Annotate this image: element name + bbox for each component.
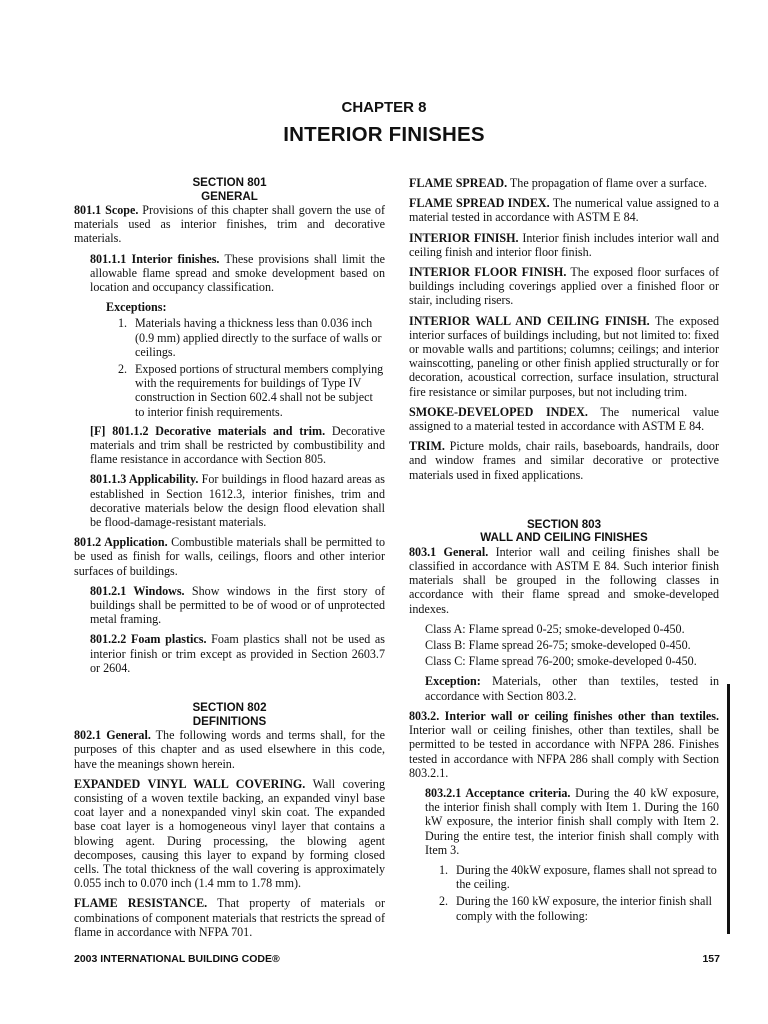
paragraph-heading: 801.1.1 Interior finishes. (90, 251, 220, 266)
definition-text: Picture molds, chair rails, baseboards, handrails, door and window frames and similar decorative or protective materials used in fixed applications. (409, 439, 719, 482)
item-text: During the 160 kW exposure, the interior finish shall comply with the following: (456, 894, 713, 923)
left-column (74, 176, 385, 945)
paragraph-803-1 (409, 545, 719, 616)
paragraph-heading: 802.1 General. (74, 728, 151, 743)
paragraph-text: Foam plastics shall not be used as interior finish or trim except as provided in Section 2603.7 or 2604. (90, 632, 385, 675)
section-number: SECTION 802 (192, 701, 267, 715)
section-name: GENERAL (201, 189, 258, 203)
item-text: Materials having a thickness less than 0.036 inch (0.9 mm) applied directly to the surface of walls or ceilings. (135, 316, 382, 359)
paragraph-801-2 (74, 535, 385, 578)
definition-text: The propagation of flame over a surface. (507, 176, 708, 190)
criteria-item (439, 863, 719, 891)
definition-term: FLAME SPREAD. (409, 176, 508, 190)
definition-term: SMOKE-DEVELOPED INDEX. (409, 404, 588, 419)
definition-term: EXPANDED VINYL WALL COVERING. (74, 776, 306, 791)
exceptions-label: Exceptions: (106, 300, 167, 315)
section-name: WALL AND CEILING FINISHES (480, 531, 648, 545)
item-text: During the 40kW exposure, flames shall not spread to the ceiling. (456, 862, 717, 892)
paragraph-801-1 (74, 203, 385, 246)
paragraph-text: Combustible materials shall be permitted to be used as finish for walls, ceilings, floors and other interior surfaces of buildings. (74, 535, 385, 578)
paragraph-text: These provisions shall limit the allowable flame spread and smoke development based on location and occupancy classification. (90, 251, 385, 295)
item-number: 2. (118, 362, 128, 377)
section-name: DEFINITIONS (192, 714, 267, 728)
paragraph-text: During the 40 kW exposure, the interior finish shall comply with Item 1. During the 160 kW exposure, the interior finish shall comply with Item 2. During the entire test, the interior finish shall comply with Item 3. (425, 785, 719, 857)
section-number: SECTION 803 (526, 517, 602, 531)
paragraph-802-1 (74, 728, 385, 771)
page-number: 157 (702, 953, 720, 965)
paragraph-801-2-2 (90, 632, 385, 675)
revision-bar (727, 684, 730, 934)
definition-text: Interior finish includes interior wall and ceiling finish and interior floor finish. (409, 230, 719, 259)
definition-trim (409, 439, 719, 482)
paragraph-text: The following words and terms shall, for the purposes of this chapter and as used elsewhere in this code, have the meanings shown herein. (74, 728, 386, 771)
class-line: Class C: Flame spread 76-200; smoke-developed 0-450. (425, 654, 697, 669)
paragraph-heading: 803.2.1 Acceptance criteria. (425, 785, 571, 800)
definition-smoke-developed-index (409, 405, 719, 433)
paragraph-text: Interior wall and ceiling finishes shall be classified in accordance with ASTM E 84. Such interior finish materials shall be grouped in the following classes in accordance with their flame spread and smoke-developed indexes. (409, 544, 720, 616)
footer-book-title: 2003 INTERNATIONAL BUILDING CODE® (74, 953, 280, 965)
section-number: SECTION 801 (192, 176, 267, 189)
exception-item (118, 362, 385, 419)
section-802-heading (74, 701, 385, 728)
definition-term: INTERIOR FINISH. (409, 230, 519, 245)
exception-heading: Exception: (425, 674, 481, 689)
chapter-number: CHAPTER 8 (341, 99, 427, 116)
item-number: 1. (118, 316, 128, 331)
item-number: 1. (439, 862, 449, 877)
definition-text: The exposed interior surfaces of buildings including, but not limited to: fixed or movable walls and partitions; columns; ceilings; and interior wainscotting, paneling or other finish applied structurally or for decoration, acoustical correction, surface insulation, structural fire resistance or similar purposes, but not including trim. (409, 313, 719, 399)
definition-flame-resistance (74, 896, 385, 939)
paragraph-heading: 801.1 Scope. (74, 203, 139, 217)
definition-term: INTERIOR FLOOR FINISH. (409, 265, 567, 280)
definition-interior-finish (409, 231, 719, 259)
paragraph-heading: 803.1 General. (409, 544, 489, 559)
definition-interior-wall-and-ceiling-finish (409, 314, 719, 399)
class-line: Class B: Flame spread 26-75; smoke-developed 0-450. (425, 638, 691, 653)
paragraph-text: Interior wall or ceiling finishes, other than textiles, shall be permitted to be tested in accordance with NFPA 286. Finishes tested in accordance with NFPA 286 shall comply with Section 803.2.1. (409, 723, 719, 780)
definition-flame-spread-index (409, 196, 719, 224)
section-801-heading (74, 176, 385, 203)
right-column (409, 176, 719, 926)
paragraph-801-2-1 (90, 584, 385, 627)
section-803-heading (409, 518, 719, 545)
definition-text: Wall covering consisting of a woven textile backing, an expanded vinyl base coat layer and a nonexpanded vinyl skin coat. The expanded base coat layer is a homogeneous vinyl layer that contains a blowing agent. During processing, the blowing agent decomposes, causing this layer to expand by forming closed cells. The total thickness of the wall covering is approximately 0.055 inch to 0.070 inch (1.4 mm to 1.78 mm). (74, 776, 385, 891)
definition-term: INTERIOR WALL AND CEILING FINISH. (409, 313, 650, 328)
class-line: Class A: Flame spread 0-25; smoke-developed 0-450. (425, 621, 685, 636)
chapter-title: INTERIOR FINISHES (283, 123, 485, 146)
exception-text: Materials, other than textiles, tested in accordance with Section 803.2. (425, 674, 719, 703)
paragraph-text: Show windows in the first story of buildings shall be permitted to be of wood or of unprotected metal framing. (90, 583, 385, 627)
definition-interior-floor-finish (409, 265, 719, 308)
paragraph-heading: 801.2 Application. (74, 535, 168, 550)
item-text: Exposed portions of structural members complying with the requirements for buildings of Type IV construction in Section 602.4 shall not be subject to interior finish requirements. (135, 362, 384, 419)
paragraph-803-2-1 (425, 786, 719, 857)
paragraph-801-1-3 (90, 472, 385, 529)
paragraph-heading: [F] 801.1.2 Decorative materials and trim. (90, 423, 326, 438)
paragraph-803-2 (409, 709, 719, 780)
paragraph-text: For buildings in flood hazard areas as established in Section 1612.3, interior finishes, trim and decorative materials below the design flood elevation shall be flood-damage-resistant materials. (90, 472, 385, 530)
criteria-item (439, 894, 719, 922)
paragraph-801-1-2 (90, 424, 385, 467)
item-number: 2. (439, 894, 449, 909)
definition-expanded-vinyl-wall-covering (74, 777, 385, 891)
definition-text: That property of materials or combinations of component materials that restricts the spread of flame in accordance with NFPA 701. (74, 896, 385, 939)
paragraph-heading: 801.2.1 Windows. (90, 583, 185, 598)
definition-term: TRIM. (409, 439, 445, 454)
definition-term: FLAME RESISTANCE. (74, 896, 208, 911)
definition-term: FLAME SPREAD INDEX. (409, 196, 550, 211)
paragraph-heading: 801.1.3 Applicability. (90, 472, 199, 487)
exception-item (118, 316, 385, 359)
definition-text: The numerical value assigned to a material tested in accordance with ASTM E 84. (409, 196, 719, 225)
definition-text: The exposed floor surfaces of buildings including coverings applied over a finished floor or stair, including risers. (409, 265, 719, 308)
paragraph-801-1-1 (90, 252, 385, 295)
paragraph-text: Provisions of this chapter shall govern the use of materials used as interior finishes, trim and decorative materials. (74, 203, 386, 246)
paragraph-heading: 803.2. Interior wall or ceiling finishes other than textiles. (409, 708, 719, 723)
paragraph-heading: 801.2.2 Foam plastics. (90, 632, 207, 647)
definition-text: The numerical value assigned to a material tested in accordance with ASTM E 84. (409, 404, 719, 434)
definition-flame-spread (409, 176, 719, 190)
paragraph-text: Decorative materials and trim shall be restricted by combustibility and flame resistance in accordance with Section 805. (90, 423, 385, 467)
exception-803-1 (425, 674, 719, 702)
